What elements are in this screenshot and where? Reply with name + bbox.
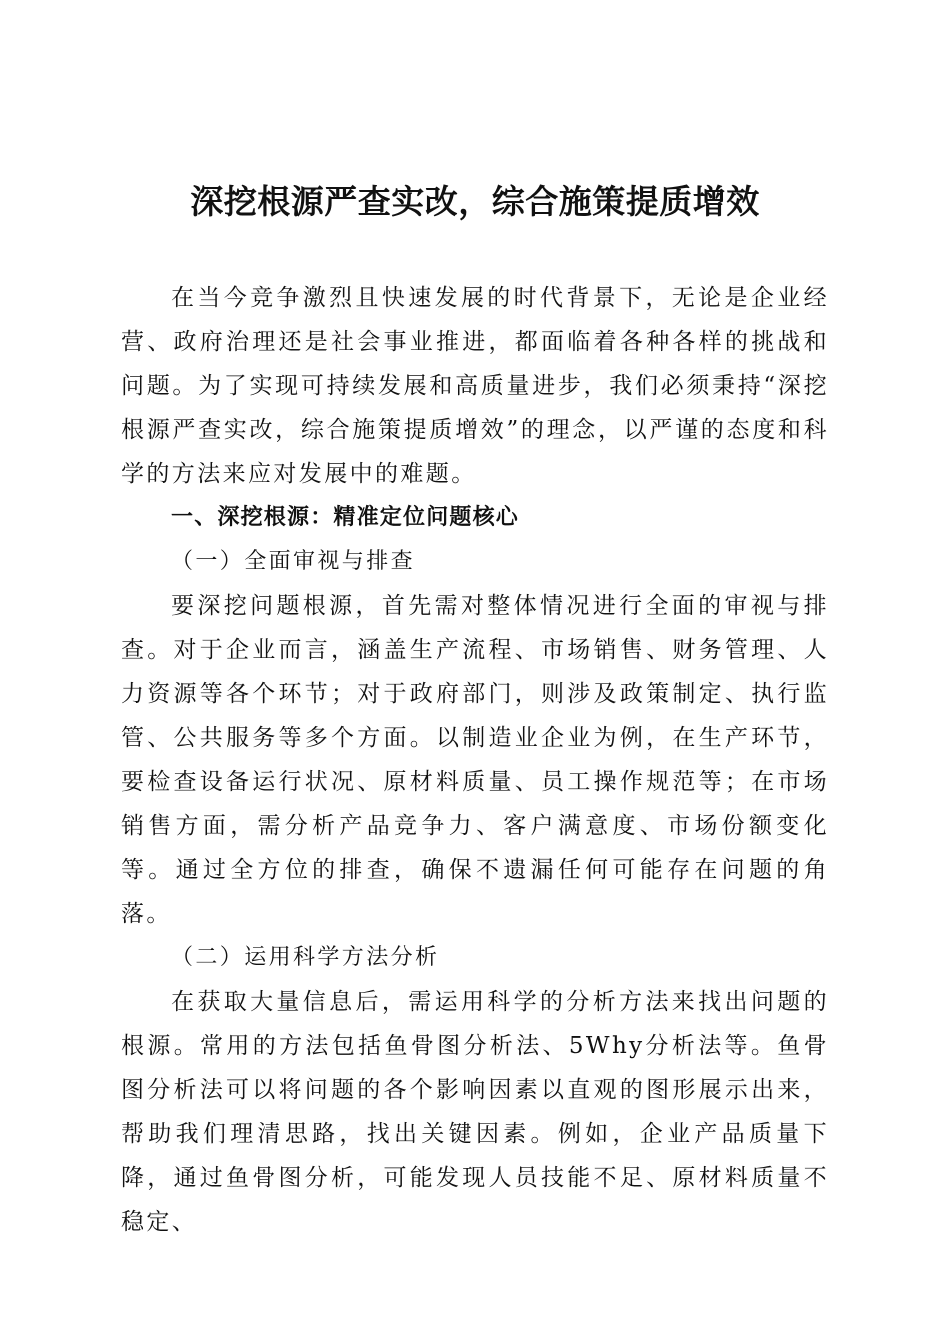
subsection-2-heading: （二）运用科学方法分析 — [171, 945, 440, 970]
document-body — [121, 276, 829, 1244]
document-title: 深挖根源严查实改，综合施策提质增效 — [190, 182, 760, 221]
section-1-heading: 一、深挖根源：精准定位问题核心 — [171, 505, 520, 530]
intro-paragraph: 在当今竞争激烈且快速发展的时代背景下，无论是企业经营、政府治理还是社会事业推进，都面临着各种各样的挑战和问题。为了实现可持续发展和高质量进步，我们必须秉持“深挖根源严查实改，综合施策提质增效”的理念，以严谨的态度和科学的方法来应对发展中的难题。 — [121, 285, 829, 487]
subsection-2-paragraph: 在获取大量信息后，需运用科学的分析方法来找出问题的根源。常用的方法包括鱼骨图分析法、5Why分析法等。鱼骨图分析法可以将问题的各个影响因素以直观的图形展示出来，帮助我们理清思路，找出关键因素。例如，企业产品质量下降，通过鱼骨图分析，可能发现人员技能不足、原材料质量不稳定、 — [121, 989, 829, 1235]
subsection-1-paragraph: 要深挖问题根源，首先需对整体情况进行全面的审视与排查。对于企业而言，涵盖生产流程、市场销售、财务管理、人力资源等各个环节；对于政府部门，则涉及政策制定、执行监管、公共服务等多个方面。以制造业企业为例，在生产环节，要检查设备运行状况、原材料质量、员工操作规范等；在市场销售方面，需分析产品竞争力、客户满意度、市场份额变化等。通过全方位的排查，确保不遗漏任何可能存在问题的角落。 — [121, 593, 829, 927]
subsection-1-heading: （一）全面审视与排查 — [171, 549, 416, 574]
